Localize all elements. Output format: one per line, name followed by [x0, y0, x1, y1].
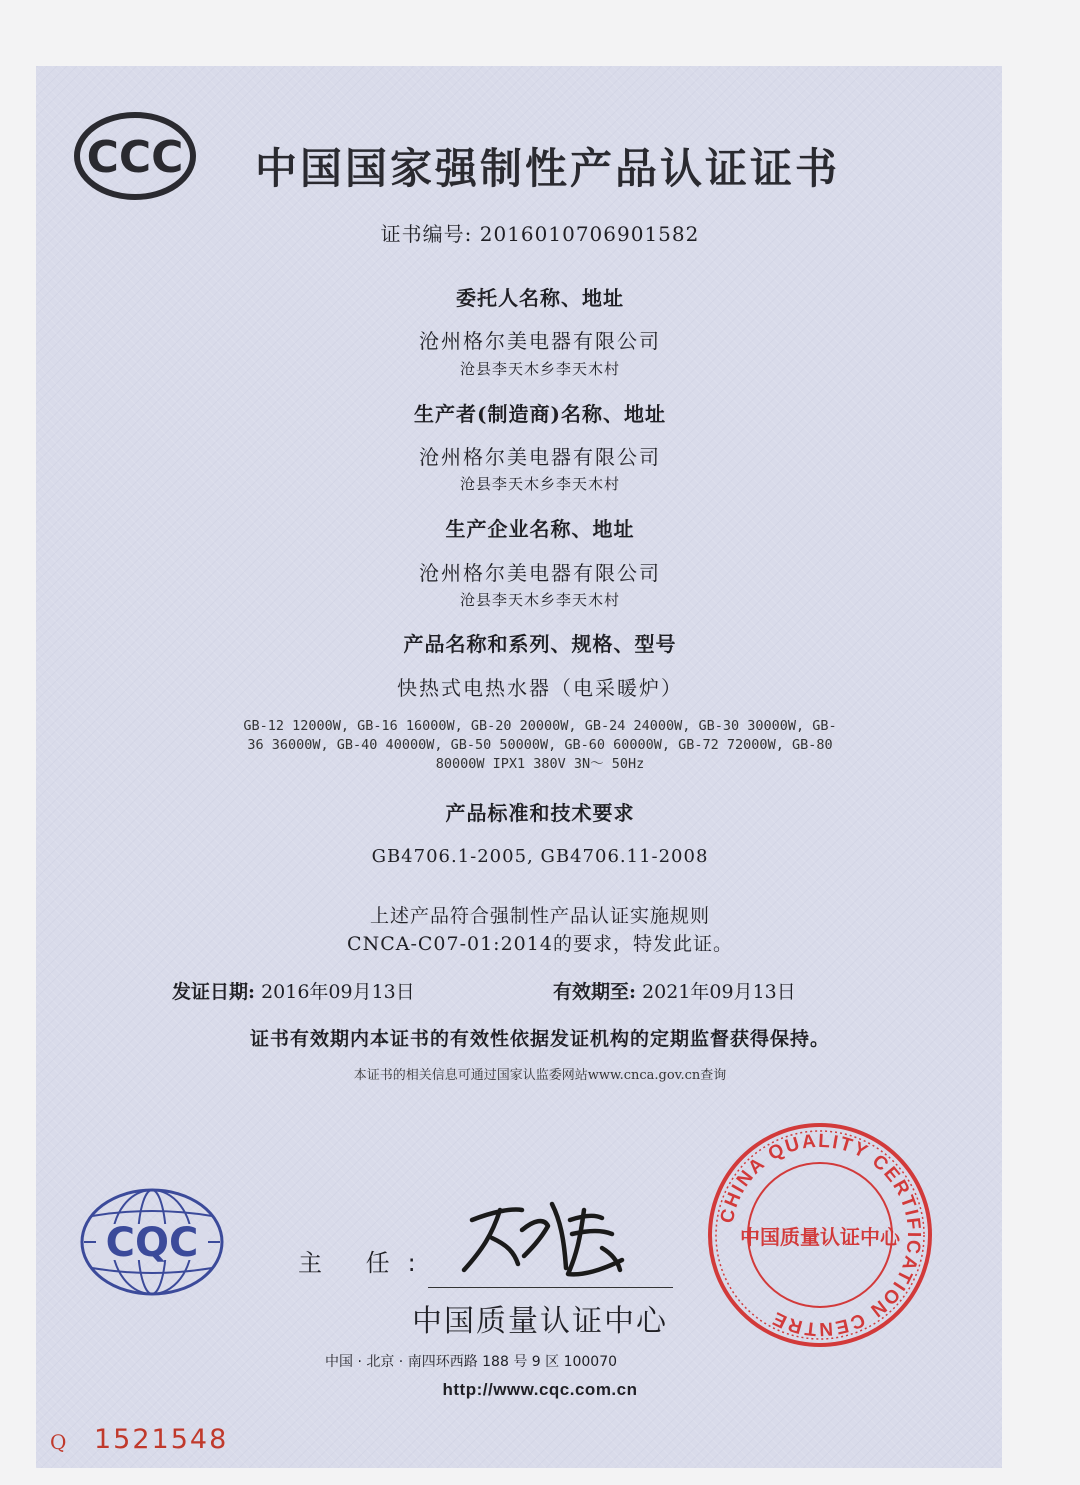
- organization-address: 中国 · 北京 · 南四环西路 188 号 9 区 100070: [325, 1354, 618, 1370]
- standards-heading: 产品标准和技术要求: [445, 801, 635, 825]
- certificate-title: 中国国家强制性产品认证证书: [255, 144, 841, 193]
- factory-heading: 生产企业名称、地址: [445, 517, 635, 541]
- applicant-name: 沧州格尔美电器有限公司: [419, 329, 661, 353]
- seal-outer-text: CHINA QUALITY CERTIFICATION CENTRE: [716, 1130, 925, 1340]
- issue-date-line: [172, 977, 415, 1004]
- serial-number: 1521548: [94, 1424, 229, 1455]
- standards-value: GB4706.1-2005, GB4706.11-2008: [371, 846, 709, 867]
- cqc-logo-text: CQC: [105, 1220, 199, 1266]
- serial-prefix: Q: [50, 1430, 67, 1454]
- manufacturer-address: 沧县李天木乡李天木村: [459, 475, 620, 493]
- certificate-number-line: [0, 218, 1080, 247]
- factory-address: 沧县李天木乡李天木村: [459, 591, 620, 609]
- seal-inner-text: 中国质量认证中心: [740, 1225, 900, 1249]
- manufacturer-name: 沧州格尔美电器有限公司: [419, 445, 661, 469]
- applicant-address: 沧县李天木乡李天木村: [459, 360, 620, 378]
- expiry-date-label: 有效期至:: [553, 981, 637, 1003]
- issue-date-label: 发证日期:: [172, 981, 256, 1003]
- website-note: 本证书的相关信息可通过国家认监委网站www.cnca.gov.cn查询: [353, 1068, 727, 1083]
- organization-url: http://www.cqc.com.cn: [442, 1380, 638, 1399]
- certificate-number-label: 证书编号:: [380, 222, 473, 246]
- manufacturer-heading: 生产者(制造商)名称、地址: [414, 402, 666, 426]
- director-signature: [452, 1190, 652, 1285]
- expiry-date-line: [553, 977, 796, 1004]
- product-name: 快热式电热水器（电采暖炉）: [397, 676, 683, 700]
- product-models-line: 80000W IPX1 380V 3N～ 50Hz: [435, 756, 645, 772]
- organization-name: 中国质量认证中心: [412, 1304, 668, 1339]
- validity-note: 证书有效期内本证书的有效性依据发证机构的定期监督获得保持。: [249, 1028, 830, 1050]
- certificate-number: 2016010706901582: [479, 222, 700, 246]
- product-heading: 产品名称和系列、规格、型号: [403, 632, 677, 656]
- conformity-line-1: 上述产品符合强制性产品认证实施规则: [369, 905, 710, 927]
- ccc-logo-text: CCC: [86, 132, 184, 183]
- certification-seal: [705, 1120, 935, 1350]
- product-models-line: 36 36000W, GB-40 40000W, GB-50 50000W, GB-60 60000W, GB-72 72000W, GB-80: [247, 737, 833, 753]
- product-models-line: GB-12 12000W, GB-16 16000W, GB-20 20000W, GB-24 24000W, GB-30 30000W, GB-: [243, 718, 837, 734]
- director-label: 主 任:: [298, 1249, 434, 1277]
- applicant-heading: 委托人名称、地址: [456, 286, 624, 310]
- ccc-logo: [72, 110, 198, 202]
- signature-line: [428, 1287, 673, 1288]
- issue-date: 2016年09月13日: [261, 981, 415, 1003]
- expiry-date: 2021年09月13日: [642, 981, 796, 1003]
- product-models: [140, 717, 940, 774]
- cqc-logo: [78, 1186, 226, 1298]
- factory-name: 沧州格尔美电器有限公司: [419, 561, 661, 585]
- conformity-line-2: CNCA-C07-01:2014的要求，特发此证。: [347, 933, 733, 955]
